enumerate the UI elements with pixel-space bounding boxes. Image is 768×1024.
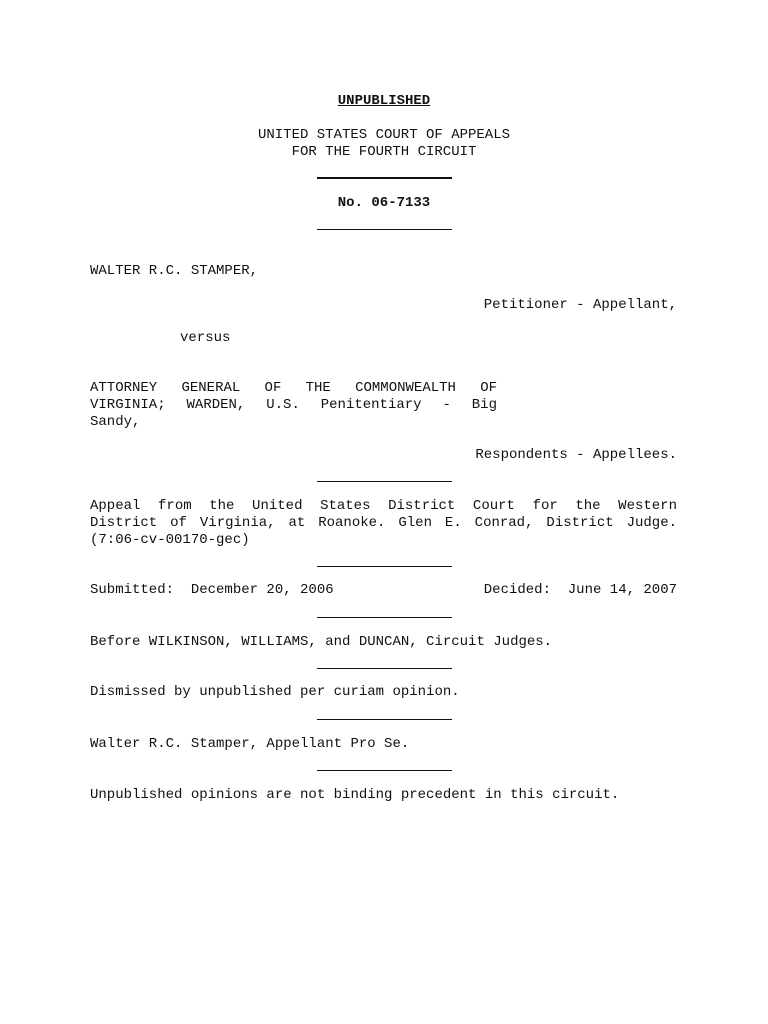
petitioner-name: WALTER R.C. STAMPER, (90, 263, 259, 279)
submitted-date: Submitted: December 20, 2006 (90, 582, 334, 598)
unpublished-heading: UNPUBLISHED (337, 93, 431, 109)
precedent-notice: Unpublished opinions are not binding precedent in this circuit. (90, 787, 620, 803)
divider-rule (317, 177, 452, 179)
respondents-line1: ATTORNEY GENERAL OF THE COMMONWEALTH OF (90, 380, 497, 396)
respondents-block (90, 380, 497, 431)
court-name-line2: FOR THE FOURTH CIRCUIT (291, 144, 477, 160)
panel-judges: Before WILKINSON, WILLIAMS, and DUNCAN, Circuit Judges. (90, 634, 553, 650)
divider-rule (317, 617, 452, 618)
case-number: No. 06-7133 (337, 195, 431, 211)
decided-date: Decided: June 14, 2007 (483, 582, 677, 598)
petitioner-role: Petitioner - Appellant, (483, 297, 677, 313)
appeal-line2: District of Virginia, at Roanoke. Glen E. Conrad, District Judge. (90, 515, 677, 531)
divider-rule (317, 719, 452, 720)
divider-rule (317, 668, 452, 669)
divider-rule (317, 481, 452, 482)
respondents-role: Respondents - Appellees. (475, 447, 677, 463)
counsel: Walter R.C. Stamper, Appellant Pro Se. (90, 736, 410, 752)
appeal-line3: (7:06-cv-00170-gec) (90, 532, 250, 548)
respondents-line3: Sandy, (90, 414, 141, 430)
appeal-line1: Appeal from the United States District Court for the Western (90, 498, 677, 514)
versus-label: versus (180, 330, 231, 346)
respondents-line2: VIRGINIA; WARDEN, U.S. Penitentiary - Big (90, 397, 497, 413)
disposition: Dismissed by unpublished per curiam opinion. (90, 684, 460, 700)
divider-rule (317, 770, 452, 771)
court-name-line1: UNITED STATES COURT OF APPEALS (257, 127, 511, 143)
divider-rule (317, 229, 452, 230)
divider-rule (317, 566, 452, 567)
